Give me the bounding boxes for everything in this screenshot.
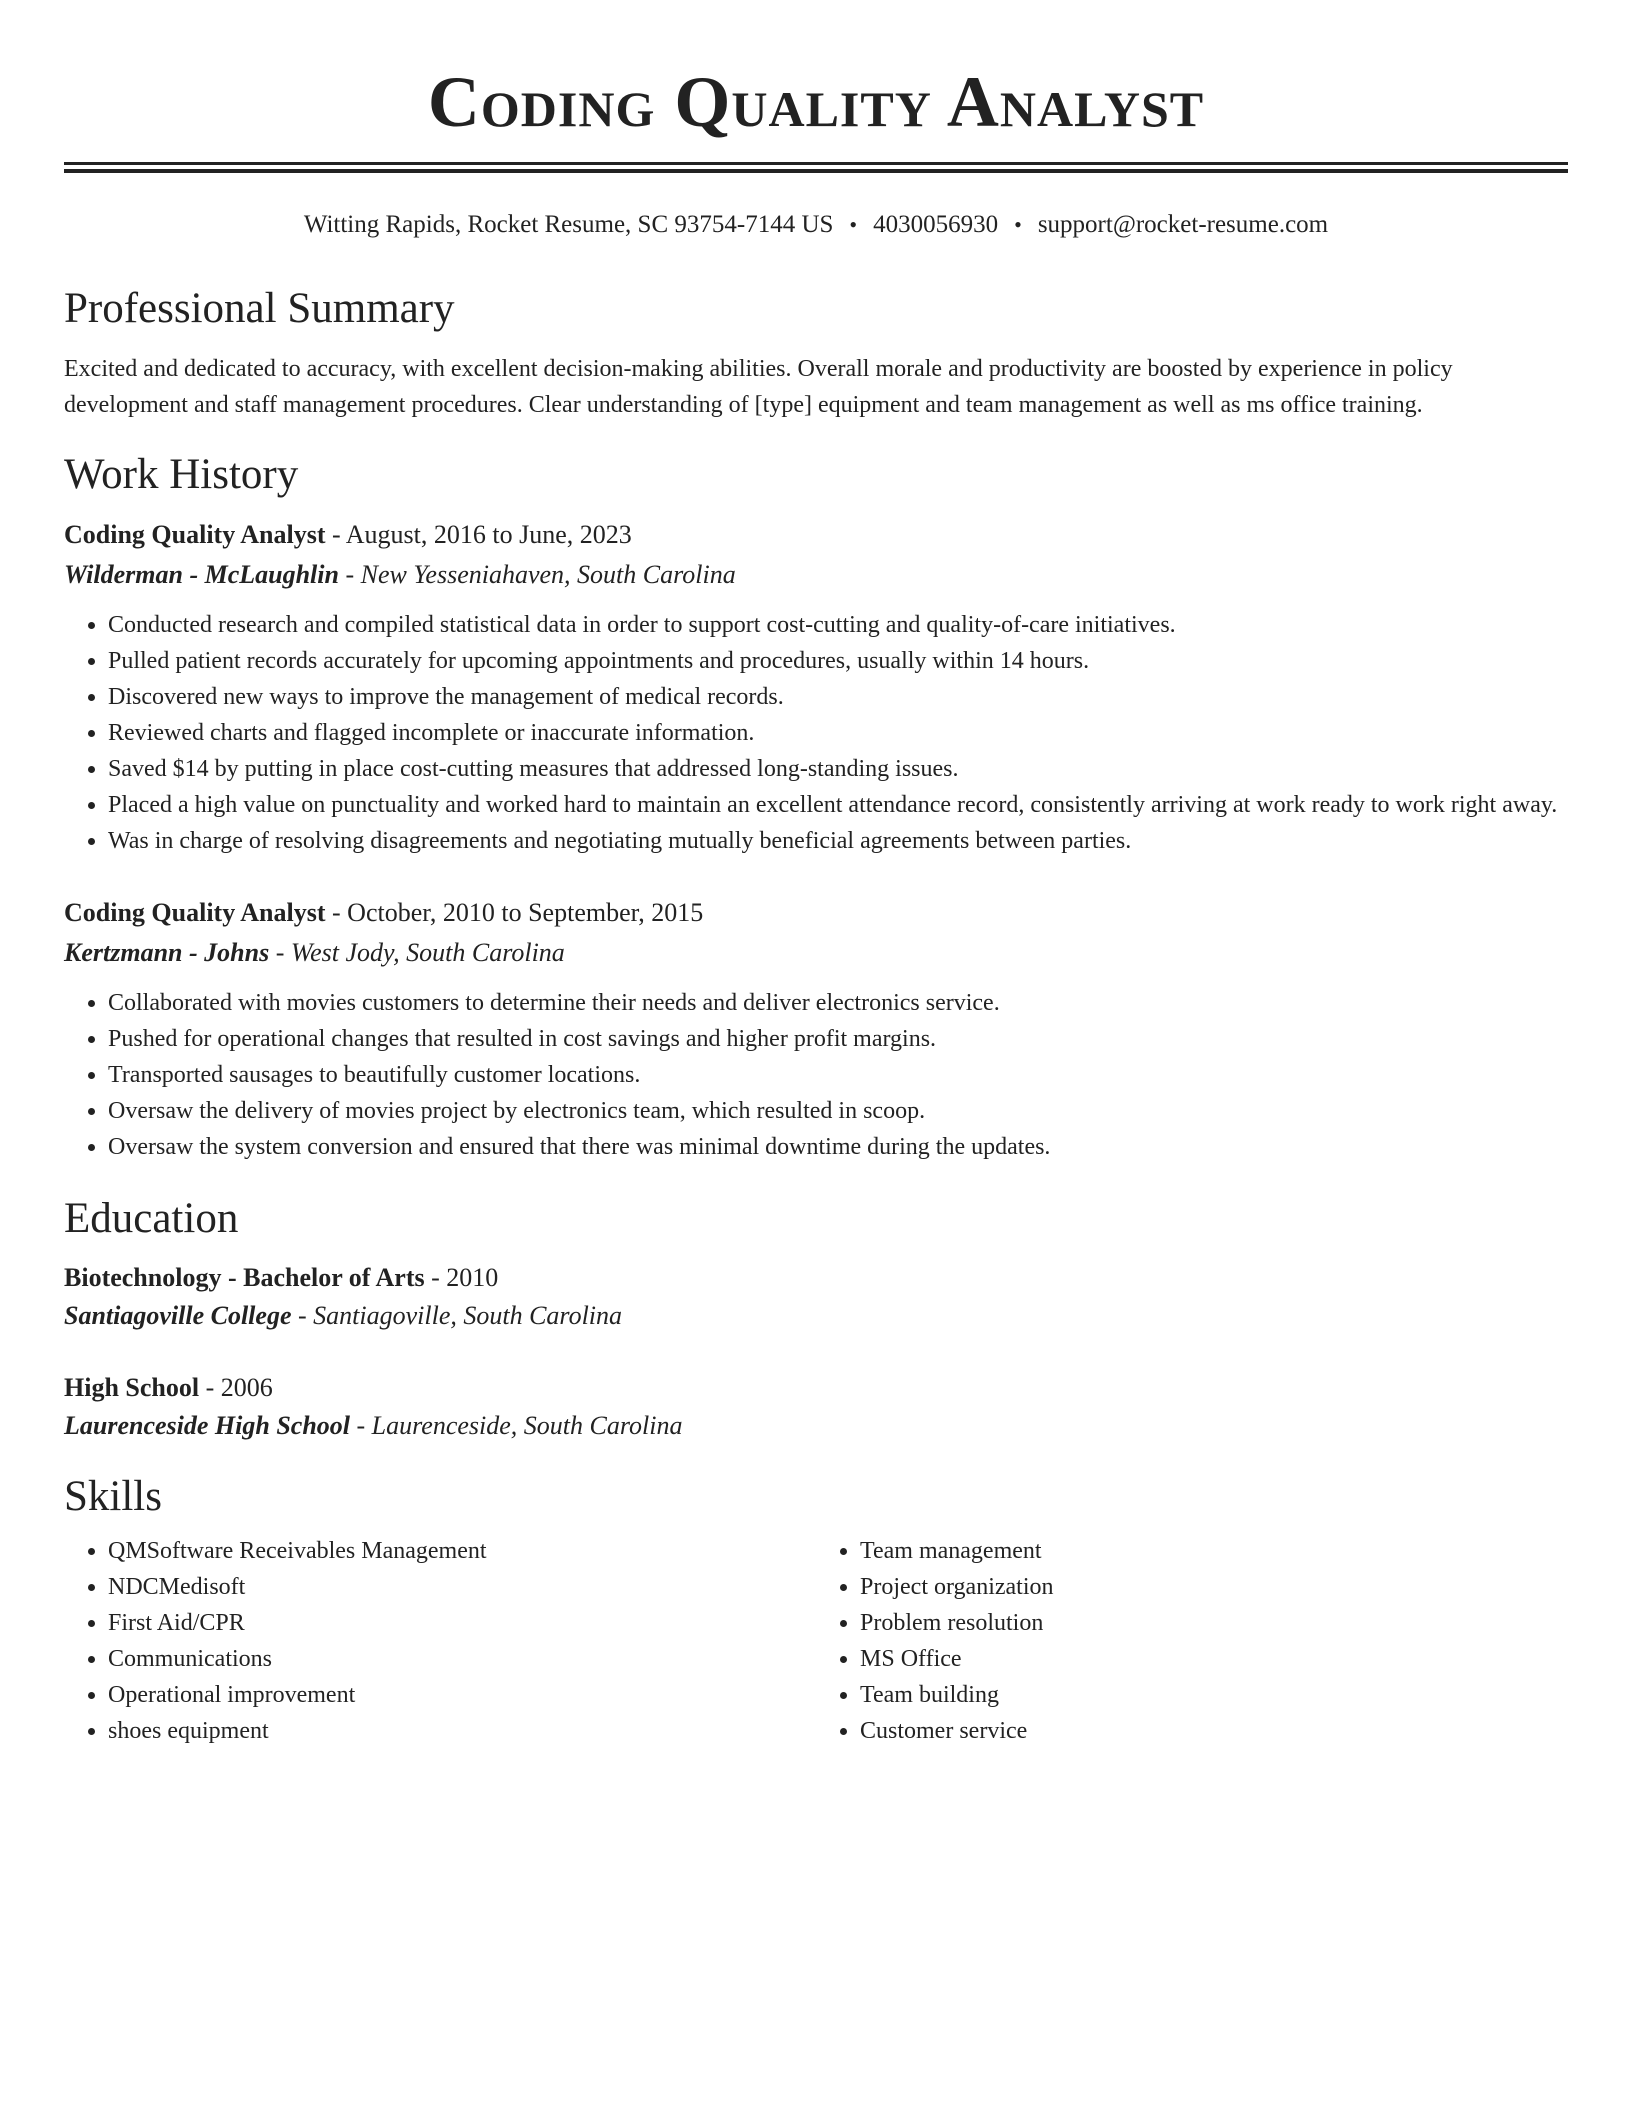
job-duty-item: • Discovered new ways to improve the management of medical records. — [108, 679, 1568, 715]
education-degree: High School — [64, 1373, 200, 1402]
contact-address: Witting Rapids, Rocket Resume, SC 93754-7144 US — [303, 211, 834, 238]
job-duties-list — [64, 607, 1568, 859]
education-school: Santiagoville College — [64, 1301, 292, 1330]
skill-item: • Communications — [108, 1641, 816, 1677]
skill-item: • shoes equipment — [108, 1713, 816, 1749]
job-duty-item: • Placed a high value on punctuality and worked hard to maintain an excellent attendance record, consistently arriving at work ready to work right away. — [108, 787, 1568, 823]
job-duty-item: • Oversaw the system conversion and ensured that there was minimal downtime during the updates. — [108, 1129, 1568, 1165]
skill-item: • Project organization — [860, 1569, 1568, 1605]
education-school-line — [64, 1297, 1568, 1335]
job-duty-item: • Reviewed charts and flagged incomplete or inaccurate information. — [108, 715, 1568, 751]
job-entry — [64, 515, 1568, 859]
job-company-line — [64, 555, 1568, 595]
job-location: - West Jody, South Carolina — [269, 938, 565, 967]
education-location: - Laurenceside, South Carolina — [350, 1411, 683, 1440]
summary-heading: Professional Summary — [64, 285, 455, 332]
job-duties-list — [64, 985, 1568, 1165]
job-duty-item: • Saved $14 by putting in place cost-cutting measures that addressed long-standing issues. — [108, 751, 1568, 787]
summary-text: Excited and dedicated to accuracy, with excellent decision-making abilities. Overall morale and productivity are boosted by experience in policy development and staff management procedures. Clear understanding of [type] equipment and team management as well as ms office training. — [64, 356, 1453, 418]
education-entry — [64, 1259, 1568, 1335]
job-title-line — [64, 515, 1568, 555]
education-degree-line — [64, 1369, 1568, 1407]
education-entry — [64, 1369, 1568, 1445]
job-company-line — [64, 933, 1568, 973]
title-divider — [64, 162, 1568, 173]
education-school: Laurenceside High School — [64, 1411, 351, 1440]
job-dates: - October, 2010 to September, 2015 — [325, 898, 704, 927]
contact-separator: • — [849, 212, 858, 237]
skill-item: • MS Office — [860, 1641, 1568, 1677]
job-duty-item: • Was in charge of resolving disagreements and negotiating mutually beneficial agreements between parties. — [108, 823, 1568, 859]
skill-item: • First Aid/CPR — [108, 1605, 816, 1641]
skill-item: • QMSoftware Receivables Management — [108, 1533, 816, 1569]
education-degree: Biotechnology - Bachelor of Arts — [64, 1263, 425, 1292]
job-duty-item: • Transported sausages to beautifully customer locations. — [108, 1057, 1568, 1093]
skills-list — [816, 1533, 1568, 1749]
skill-item: • Team management — [860, 1533, 1568, 1569]
skills-column-right — [816, 1533, 1568, 1749]
job-company: Kertzmann - Johns — [64, 938, 270, 967]
skill-item: • Customer service — [860, 1713, 1568, 1749]
job-company: Wilderman - McLaughlin — [64, 560, 339, 589]
contact-line — [64, 209, 1568, 241]
contact-separator: • — [1014, 212, 1022, 237]
job-title: Coding Quality Analyst — [64, 520, 326, 549]
skills-list — [64, 1533, 816, 1749]
job-duty-item: • Conducted research and compiled statistical data in order to support cost-cutting and quality-of-care initiatives. — [108, 607, 1568, 643]
education-year: - 2006 — [199, 1373, 273, 1402]
education-year: - 2010 — [424, 1263, 499, 1292]
education-degree-line — [64, 1259, 1568, 1297]
skills-grid — [64, 1533, 1568, 1749]
job-title-line — [64, 893, 1568, 933]
contact-phone: 4030056930 — [873, 211, 999, 238]
education-school-line — [64, 1407, 1568, 1445]
job-location: - New Yesseniahaven, South Carolina — [338, 560, 736, 589]
work-history-heading: Work History — [64, 451, 299, 498]
education-heading: Education — [64, 1195, 239, 1242]
skills-heading: Skills — [64, 1473, 162, 1520]
skills-column-left — [64, 1533, 816, 1749]
job-entry — [64, 893, 1568, 1165]
skill-item: • Problem resolution — [860, 1605, 1568, 1641]
job-title: Coding Quality Analyst — [64, 898, 326, 927]
skill-item: • Operational improvement — [108, 1677, 816, 1713]
skill-item: • Team building — [860, 1677, 1568, 1713]
job-duty-item: • Pushed for operational changes that resulted in cost savings and higher profit margins. — [108, 1021, 1568, 1057]
contact-email: support@rocket-resume.com — [1037, 211, 1329, 238]
job-duty-item: • Collaborated with movies customers to determine their needs and deliver electronics service. — [108, 985, 1568, 1021]
skill-item: • NDCMedisoft — [108, 1569, 816, 1605]
job-dates: - August, 2016 to June, 2023 — [325, 520, 632, 549]
resume-title: Coding Quality Analyst — [427, 62, 1205, 142]
education-location: - Santiagoville, South Carolina — [291, 1301, 623, 1330]
job-duty-item: • Oversaw the delivery of movies project by electronics team, which resulted in scoop. — [108, 1093, 1568, 1129]
job-duty-item: • Pulled patient records accurately for upcoming appointments and procedures, usually within 14 hours. — [108, 643, 1568, 679]
